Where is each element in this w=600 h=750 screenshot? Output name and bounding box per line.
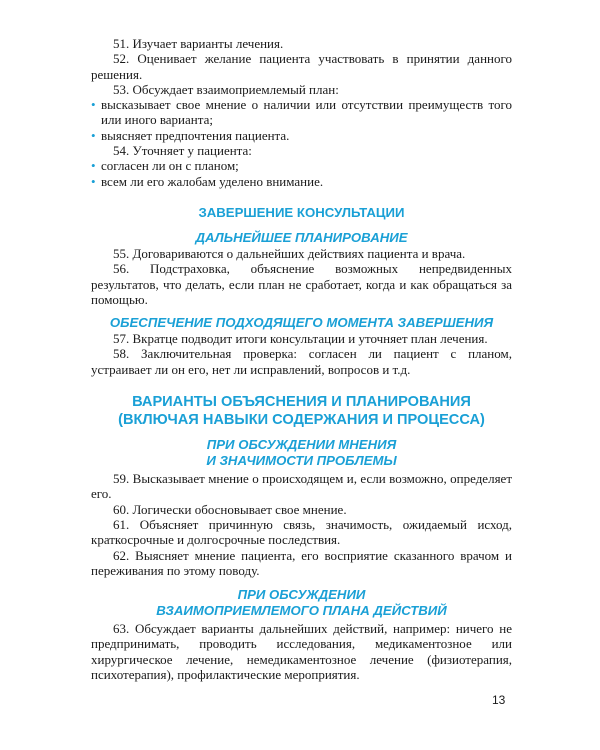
- page-number: 13: [492, 693, 506, 707]
- bullet-text: всем ли его жалобам уделено внимание.: [101, 173, 324, 189]
- bullet-text: высказывает свое мнение о наличии или отсутствии преимуществ того или иного варианта;: [101, 97, 512, 128]
- item-63: 63. Обсуждает варианты дальнейших действий, например: ничего не предпринимать, проводить исследования, медикаментозное или хирургическое лечение, немедикаментозное лечение (физиотерапия, психотерапия), профилактические мероприятия.: [91, 621, 512, 683]
- item-61: 61. Объясняет причинную связь, значимость, ожидаемый исход, краткосрочные и долгосрочные последствия.: [91, 516, 512, 548]
- subsection-title-line: И ЗНАЧИМОСТИ ПРОБЛЕМЫ: [206, 453, 397, 469]
- item-53: 53. Обсуждает взаимоприемлемый план:: [113, 81, 339, 97]
- bullet-text: согласен ли он с планом;: [101, 158, 239, 174]
- item-57: 57. Вкратце подводит итоги консультации и уточняет план лечения.: [113, 331, 488, 347]
- bullet-item: [91, 97, 512, 128]
- section-title-line: (ВКЛЮЧАЯ НАВЫКИ СОДЕРЖАНИЯ И ПРОЦЕССА): [118, 412, 485, 429]
- subsection-title-line: ПРИ ОБСУЖДЕНИИ МНЕНИЯ: [206, 437, 397, 453]
- section-title-variants: [91, 393, 512, 429]
- section-title-completion: ЗАВЕРШЕНИЕ КОНСУЛЬТАЦИИ: [198, 204, 405, 220]
- subsection-title-plan: [91, 587, 512, 619]
- subsection-title-line: ВЗАИМОПРИЕМЛЕМОГО ПЛАНА ДЕЙСТВИЙ: [156, 603, 447, 619]
- subsection-title-line: ПРИ ОБСУЖДЕНИИ: [237, 587, 366, 603]
- item-56: 56. Подстраховка, объяснение возможных непредвиденных результатов, что делать, если план не сработает, когда и как обращаться за помощью.: [91, 261, 512, 307]
- item-51: 51. Изучает варианты лечения.: [113, 36, 284, 51]
- bullet-item: [91, 128, 512, 143]
- subsection-title-opinion: [91, 437, 512, 469]
- item-55: 55. Договариваются о дальнейших действиях пациента и врача.: [113, 245, 466, 261]
- subsection-title-planning: ДАЛЬНЕЙШЕЕ ПЛАНИРОВАНИЕ: [195, 229, 408, 245]
- section-title-line: ВАРИАНТЫ ОБЪЯСНЕНИЯ И ПЛАНИРОВАНИЯ: [132, 394, 471, 411]
- item-58: 58. Заключительная проверка: согласен ли пациент с планом, устраивает ли он его, нет ли исправлений, вопросов и т.д.: [91, 346, 512, 377]
- bullet-icon: •: [91, 173, 96, 189]
- item-52: 52. Оценивает желание пациента участвовать в принятии данного решения.: [91, 51, 512, 82]
- bullet-icon: •: [91, 158, 96, 174]
- bullet-icon: •: [91, 97, 96, 113]
- page-content: [91, 36, 512, 682]
- subsection-title-ending: ОБЕСПЕЧЕНИЕ ПОДХОДЯЩЕГО МОМЕНТА ЗАВЕРШЕНИЯ: [109, 315, 494, 331]
- bullet-item: [91, 174, 512, 189]
- item-59: 59. Высказывает мнение о происходящем и, если возможно, определяет его.: [91, 471, 512, 502]
- bullet-icon: •: [91, 127, 96, 143]
- item-60: 60. Логически обосновывает свое мнение.: [113, 501, 347, 517]
- item-54: 54. Уточняет у пациента:: [113, 143, 252, 159]
- bullet-text: выясняет предпочтения пациента.: [101, 127, 290, 143]
- item-62: 62. Выясняет мнение пациента, его восприятие сказанного врачом и переживания по этому поводу.: [91, 547, 512, 578]
- bullet-item: [91, 158, 512, 173]
